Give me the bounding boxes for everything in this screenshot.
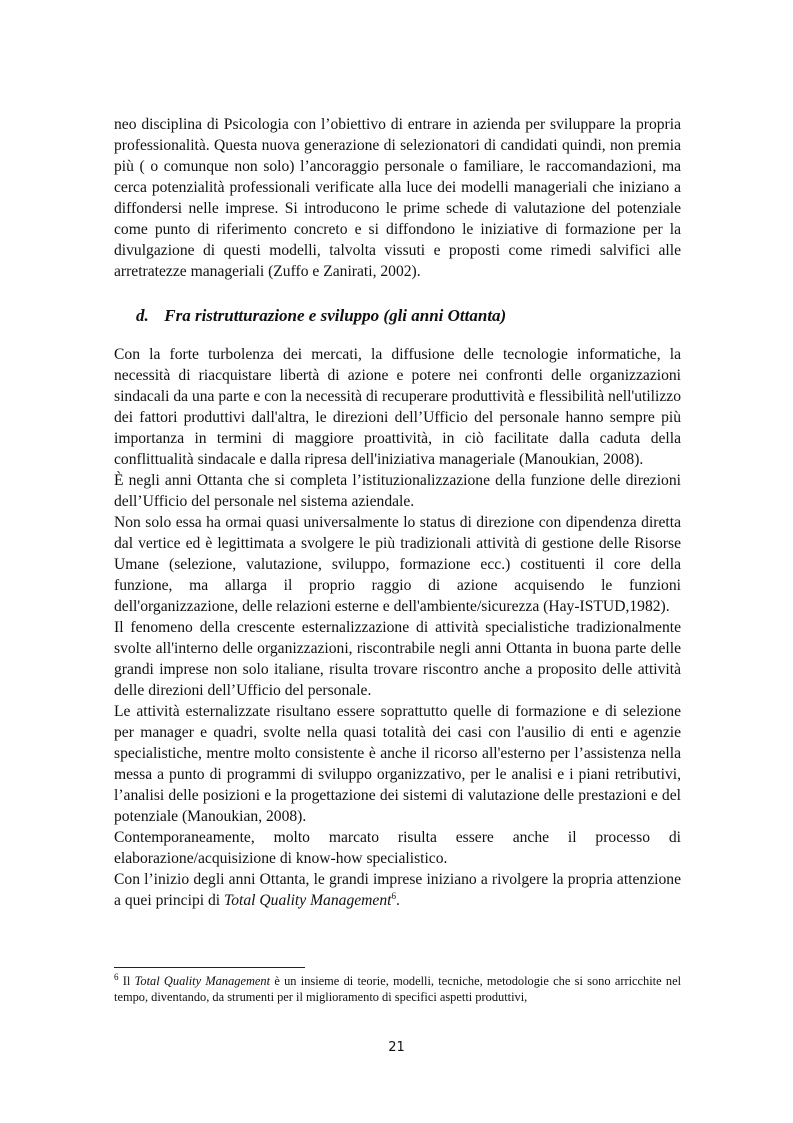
footnote-text	[114, 973, 681, 1005]
body-paragraph: Con la forte turbolenza dei mercati, la diffusione delle tecnologie informatiche, la necessità di riacquistare libertà di azione e potere nei confronti delle organizzazioni sindacali da una parte e con la necessità di recuperare produttività e flessibilità nell'utilizzo dei fattori produttivi dall'altra, le direzioni dell’Ufficio del personale hanno sempre più importanza in termini di maggiore proattività, in ciò facilitate dalla caduta della conflittualità sindacale e dalla ripresa dell'iniziativa manageriale (Manoukian, 2008).	[114, 346, 681, 468]
intro-paragraph	[114, 114, 681, 282]
footnote-reference[interactable]: 6	[391, 890, 396, 901]
footnote-body: è un insieme di teorie, modelli, tecniche, metodologie che si sono arricchite nel tempo, diventando, da strumenti per il miglioramento di specifici aspetti produttivi,	[114, 974, 682, 1004]
footnote	[114, 973, 681, 1005]
body-paragraph: Il fenomeno della crescente esternalizzazione di attività specialistiche tradizionalmente svolte all'interno delle organizzazioni, riscontrabile negli anni Ottanta in buona parte delle grandi imprese non solo italiane, risulta trovare riscontro anche a proposito delle attività delle direzioni dell’Ufficio del personale.	[114, 619, 681, 699]
tqm-term: Total Quality Management	[224, 892, 392, 909]
footnote-divider	[114, 967, 305, 968]
last-paragraph-text: Con l’inizio degli anni Ottanta, le grandi imprese iniziano a rivolgere la propria attenzione a quei principi di	[114, 871, 681, 909]
body-paragraph-last	[114, 869, 681, 911]
section-heading	[136, 306, 506, 326]
body-paragraph: È negli anni Ottanta che si completa l’istituzionalizzazione della funzione delle direzioni dell’Ufficio del personale nel sistema aziendale.	[114, 472, 681, 510]
intro-text: neo disciplina di Psicologia con l’obiettivo di entrare in azienda per sviluppare la propria professionalità. Questa nuova generazione di selezionatori di candidati quindi, non premia più ( o comunque non solo) l’ancoraggio personale o familiare, le raccomandazioni, ma cerca potenzialità professionali verificate alla luce dei modelli manageriali che iniziano a diffondersi nelle imprese. Si introducono le prime schede di valutazione del potenziale come punto di riferimento concreto e si diffondono le iniziative di formazione per la divulgazione di questi modelli, talvolta vissuti e proposti come rimedi salvifici alle arretratezze manageriali (Zuffo e Zanirati, 2002).	[114, 116, 681, 280]
page-number: 21	[388, 1040, 405, 1055]
body-paragraph: Non solo essa ha ormai quasi universalmente lo status di direzione con dipendenza diretta dal vertice ed è legittimata a svolgere le più tradizionali attività di gestione delle Risorse Umane (selezione, valutazione, sviluppo, formazione ecc.) costituenti il core della funzione, ma allarga il proprio raggio di azione acquisendo le funzioni dell'organizzazione, delle relazioni esterne e dell'ambiente/sicurezza (Hay-ISTUD,1982).	[114, 514, 681, 615]
body-paragraph: Le attività esternalizzate risultano essere soprattutto quelle di formazione e di selezione per manager e quadri, svolte nella quasi totalità dei casi con l'ausilio di enti e agenzie specialistiche, mentre molto consistente è anche il ricorso all'esterno per l’assistenza nella messa a punto di programmi di sviluppo organizzativo, per le analisi e i piani retributivi, l’analisi delle posizioni e la progettazione dei sistemi di valutazione delle prestazioni e del potenziale (Manoukian, 2008).	[114, 703, 681, 825]
footnote-intro: Il	[118, 974, 135, 988]
section-number: d.	[136, 306, 149, 325]
footnote-term: Total Quality Management	[134, 974, 271, 988]
last-paragraph-end: .	[395, 892, 400, 909]
section-title: Fra ristrutturazione e sviluppo (gli anni Ottanta)	[164, 306, 507, 325]
section-body	[114, 344, 681, 911]
body-paragraph: Contemporaneamente, molto marcato risulta essere anche il processo di elaborazione/acquisizione di know-how specialistico.	[114, 829, 681, 867]
footnote-marker: 6	[114, 971, 119, 982]
